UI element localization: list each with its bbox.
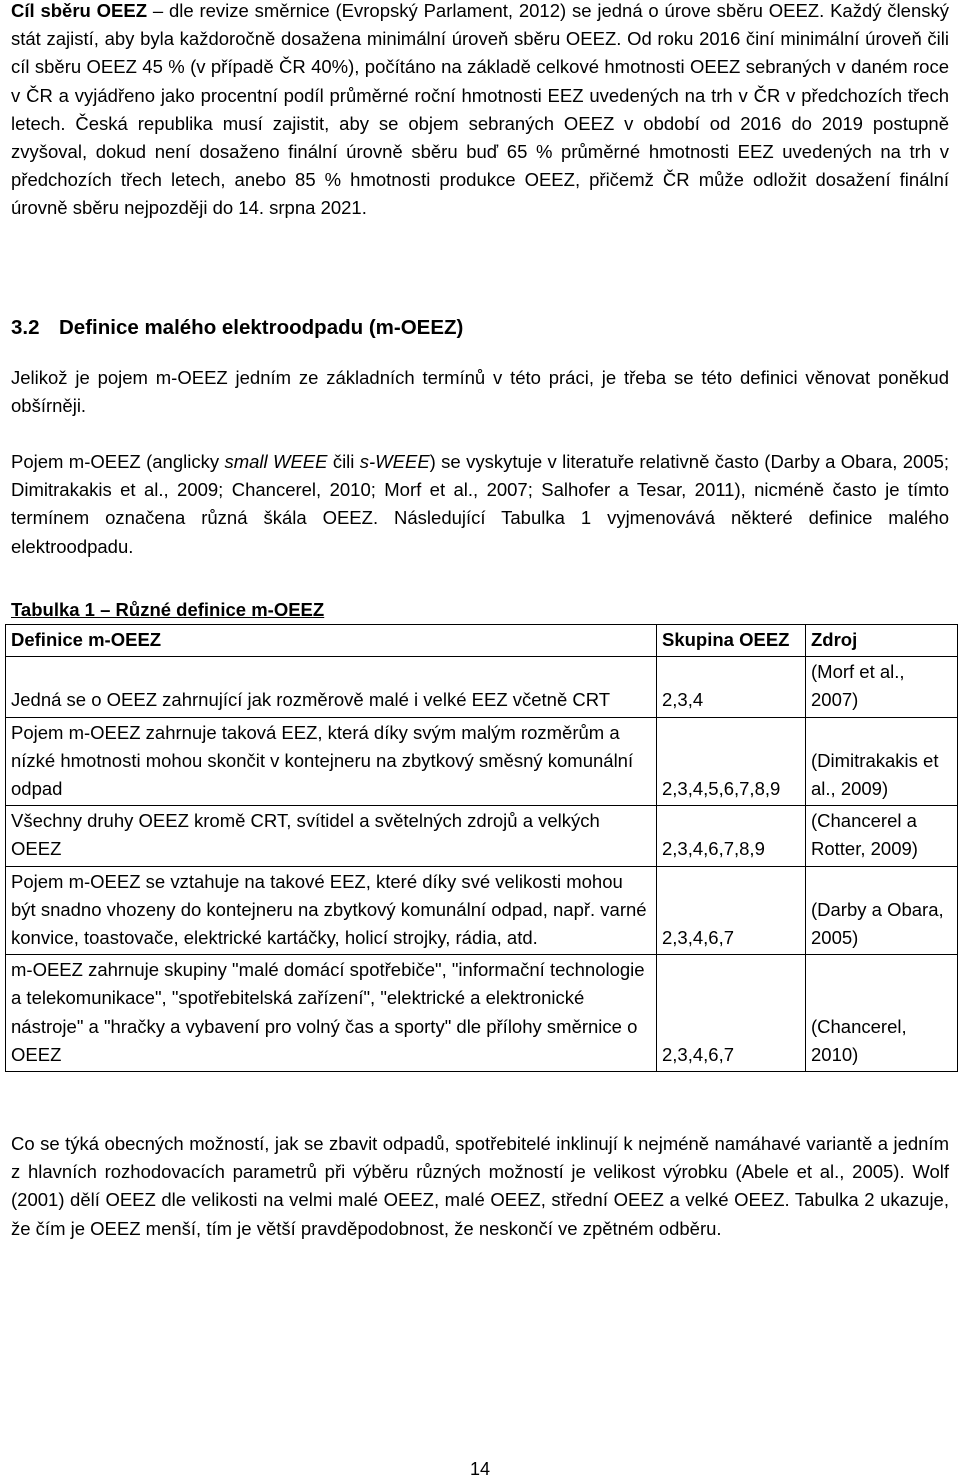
page-number: 14: [469, 1459, 491, 1479]
intro-text: – dle revize směrnice (Evropský Parlament, 2012) se jedná o úrove sběru OEEZ. Každý členský stát zajistí, aby byla každoročně dosažena minimální úroveň sběru OEEZ. Od roku 2016 činí minimální úroveň čili cíl sběru OEEZ 45 % (v případě ČR 40%), počítáno na základě celkové hmotnosti OEEZ sebraných v daném roce v ČR a vyjádřeno jako procentní podíl průměrné roční hmotnosti EEZ uvedených na trh v ČR v předchozích třech letech. Česká republika musí zajistit, aby se objem sebraných OEEZ v období od 2016 do 2019 postupně zvyšoval, dokud není dosaženo finální úrovně sběru buď 65 % průměrné hmotnosti EEZ uvedených na trh v předchozích třech letech, anebo 85 % hmotnosti produkce OEEZ, přičemž ČR může odložit dosažení finální úrovně sběru nejpozději do 14. srpna 2021.: [11, 0, 949, 219]
section-heading: [11, 314, 463, 342]
term-small-weee: small WEEE: [224, 451, 328, 472]
group-cell: 2,3,4,6,7: [657, 866, 806, 955]
paragraph-literature: [11, 448, 949, 561]
table-row: [6, 806, 958, 866]
table-row: [6, 657, 958, 717]
group-cell: 2,3,4: [657, 657, 806, 717]
intro-lead-term: Cíl sběru OEEZ: [11, 0, 148, 21]
literature-text-1: Pojem m-OEEZ (anglicky: [11, 451, 225, 472]
table-caption: Tabulka 1 – Různé definice m-OEEZ: [11, 599, 325, 620]
literature-text-2: čili: [327, 451, 360, 472]
table-row: [6, 955, 958, 1072]
group-cell: 2,3,4,5,6,7,8,9: [657, 717, 806, 806]
source-cell: (Morf et al., 2007): [806, 657, 958, 717]
source-cell: (Chancerel a Rotter, 2009): [806, 806, 958, 866]
definition-cell: Všechny druhy OEEZ kromě CRT, svítidel a světelných zdrojů a velkých OEEZ: [6, 806, 657, 866]
table-header-row: [6, 625, 958, 657]
definition-cell: m-OEEZ zahrnuje skupiny "malé domácí spotřebiče", "informační technologie a telekomunikace", "spotřebitelská zařízení", "elektrické a elektronické nástroje" a "hračky a vybavení pro volný čas a sporty" dle přílohy směrnice o OEEZ: [6, 955, 657, 1072]
group-cell: 2,3,4,6,7: [657, 955, 806, 1072]
definitions-table: [5, 624, 958, 1072]
source-cell: (Dimitrakakis et al., 2009): [806, 717, 958, 806]
table-row: [6, 866, 958, 955]
term-s-weee: s-WEEE: [359, 451, 430, 472]
literature-text-3: ) se vyskytuje v literatuře relativně často (Darby a Obara, 2005; Dimitrakakis et al., 2009; Chancerel, 2010; Morf et al., 2007; Salhofer a Tesar, 2011), nicméně často je tímto termínem označena různá škála OEEZ. Následující Tabulka 1 vyjmenovává některé definice malého elektroodpadu.: [11, 451, 950, 557]
header-source: Zdroj: [806, 625, 958, 657]
definition-cell: Pojem m-OEEZ se vztahuje na takové EEZ, které díky své velikosti mohou být snadno vhozeny do kontejneru na zbytkový komunální odpad, např. varné konvice, toastovače, elektrické kartáčky, holicí strojky, rádia, atd.: [6, 866, 657, 955]
section-number: 3.2: [11, 316, 40, 339]
group-cell: 2,3,4,6,7,8,9: [657, 806, 806, 866]
source-cell: (Darby a Obara, 2005): [806, 866, 958, 955]
paragraph-definition-intro: Jelikož je pojem m-OEEZ jedním ze základních termínů v této práci, je třeba se této definici věnovat poněkud obšírněji.: [11, 367, 949, 417]
paragraph-disposal: Co se týká obecných možností, jak se zbavit odpadů, spotřebitelé inklinují k nejméně namáhavé variantě a jedním z hlavních rozhodovacích parametrů při výběru různých možností je velikost výrobku (Abele et al., 2005). Wolf (2001) dělí OEEZ dle velikosti na velmi malé OEEZ, malé OEEZ, střední OEEZ a velké OEEZ. Tabulka 2 ukazuje, že čím je OEEZ menší, tím je větší pravděpodobnost, že neskončí ve zpětném odběru.: [11, 1133, 949, 1239]
intro-paragraph: [11, 0, 949, 223]
header-definition: Definice m-OEEZ: [6, 625, 657, 657]
header-group: Skupina OEEZ: [657, 625, 806, 657]
definition-cell: Jedná se o OEEZ zahrnující jak rozměrově malé i velké EEZ včetně CRT: [6, 657, 657, 717]
section-title: Definice malého elektroodpadu (m-OEEZ): [59, 316, 464, 339]
source-cell: (Chancerel, 2010): [806, 955, 958, 1072]
table-row: [6, 717, 958, 806]
definition-cell: Pojem m-OEEZ zahrnuje taková EEZ, která díky svým malým rozměrům a nízké hmotnosti mohou skončit v kontejneru na zbytkový směsný komunální odpad: [6, 717, 657, 806]
